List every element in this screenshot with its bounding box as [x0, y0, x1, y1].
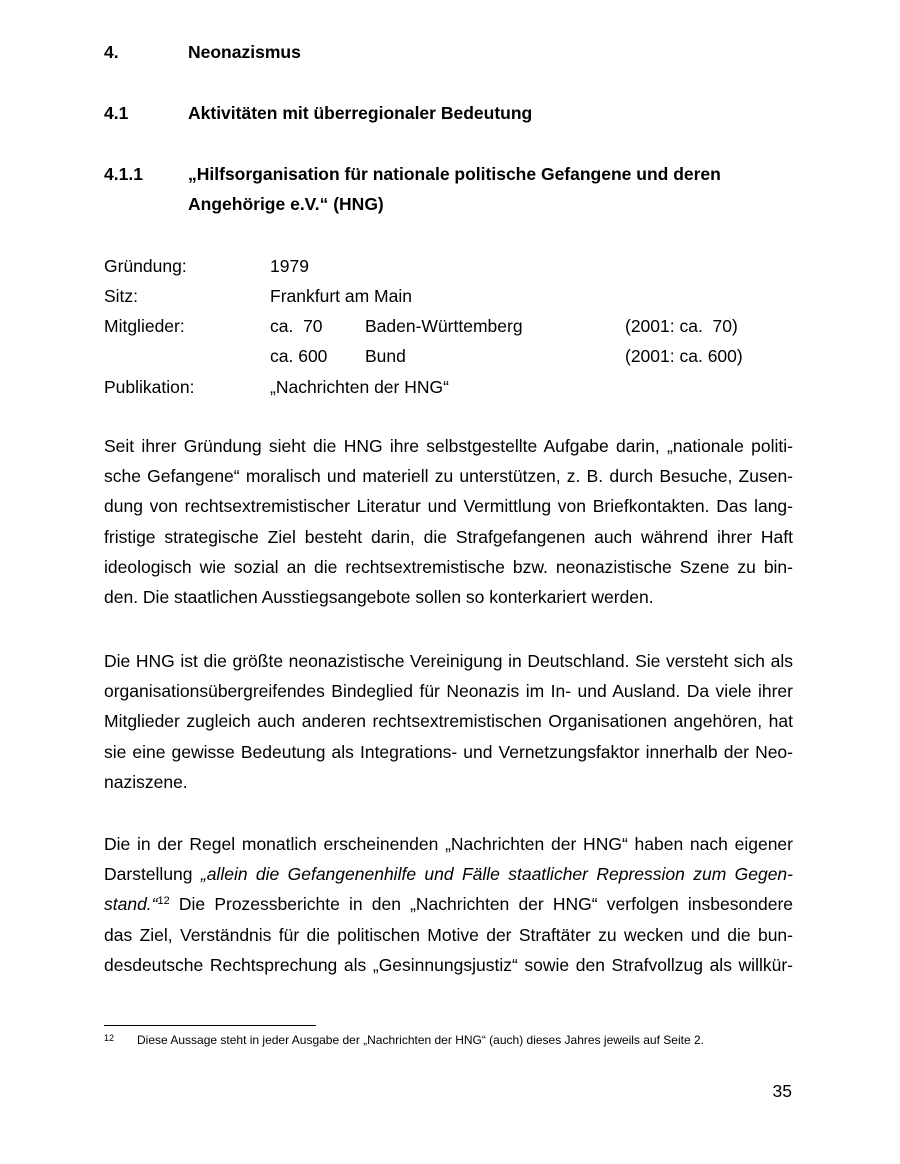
quote-italic: „allein die Gefangenenhilfe und Fälle staatlicher Repression zum Gegen-	[200, 864, 793, 885]
paragraph-1-line: Seit ihrer Gründung sieht die HNG ihre selbstgestellte Aufgabe darin, „nationale politi-	[104, 436, 793, 456]
paragraph-3-line: Die in der Regel monatlich erscheinenden „Nachrichten der HNG“ haben nach eigener	[104, 834, 793, 854]
founding-label: Gründung:	[104, 256, 187, 276]
heading-4-1-title: Aktivitäten mit überregionaler Bedeutung	[188, 103, 533, 123]
paragraph-1-line: sche Gefangene“ moralisch und materiell zu unterstützen, z. B. durch Besuche, Zusen-	[104, 466, 793, 487]
heading-4-1-1-title-line2: Angehörige e.V.“ (HNG)	[188, 194, 384, 214]
paragraph-1-line: den. Die staatlichen Ausstiegsangebote sollen so konterkariert werden.	[104, 586, 654, 607]
members-federal-previous: (2001: ca. 600)	[625, 346, 743, 366]
paragraph-3-line	[104, 889, 793, 919]
paragraph-3	[104, 829, 793, 980]
heading-4-1-1-number: 4.1.1	[104, 164, 143, 184]
paragraph-1	[104, 431, 793, 612]
paragraph-2-line: sie eine gewisse Bedeutung als Integrations- und Vernetzungsfaktor innerhalb der Neo-	[104, 741, 793, 762]
members-federal-region: Bund	[365, 346, 406, 366]
heading-4-1-number: 4.1	[104, 103, 129, 123]
footnote-reference[interactable]: 12	[157, 895, 170, 908]
paragraph-2-line: Mitglieder zugleich auch anderen rechtsextremistischen Organisationen angehören, hat	[104, 711, 793, 732]
page-number: 35	[772, 1081, 792, 1101]
members-label: Mitglieder:	[104, 316, 185, 336]
paragraph-2-line: Die HNG ist die größte neonazistische Vereinigung in Deutschland. Sie versteht sich als	[104, 651, 793, 671]
members-bw-region: Baden-Württemberg	[365, 316, 523, 336]
paragraph-3-text: Die Prozessberichte in den „Nachrichten der HNG“ verfolgen insbesondere	[169, 894, 793, 915]
members-bw-previous: (2001: ca. 70)	[625, 316, 738, 336]
paragraph-2-line: organisationsübergreifendes Bindeglied für Neonazis im In- und Ausland. Da viele ihrer	[104, 681, 793, 702]
members-federal-count: ca. 600	[270, 346, 328, 366]
footnote-divider	[104, 1025, 316, 1026]
members-bw-count: ca. 70	[270, 316, 323, 336]
seat-value: Frankfurt am Main	[270, 286, 412, 306]
paragraph-1-line: dung von rechtsextremistischer Literatur und Vermittlung von Briefkontakten. Das lang-	[104, 496, 793, 517]
paragraph-2	[104, 646, 793, 797]
heading-4-1-1-title-line1: „Hilfsorganisation für nationale politische Gefangene und deren	[188, 164, 721, 184]
paragraph-3-line: desdeutsche Rechtsprechung als „Gesinnungsjustiz“ sowie den Strafvollzug als willkür-	[104, 954, 793, 975]
paragraph-3-line: das Ziel, Verständnis für die politischen Motive der Straftäter zu wecken und die bun-	[104, 924, 793, 945]
publication-value: „Nachrichten der HNG“	[270, 377, 449, 397]
paragraph-3-text: Darstellung	[104, 864, 201, 885]
quote-italic-end: stand.“	[104, 894, 158, 915]
paragraph-2-line: naziszene.	[104, 771, 188, 792]
publication-label: Publikation:	[104, 377, 195, 397]
seat-label: Sitz:	[104, 286, 139, 306]
paragraph-1-line: ideologisch wie sozial an die rechtsextremistische bzw. neonazistische Szene zu bin-	[104, 556, 793, 577]
heading-4-title: Neonazismus	[188, 42, 301, 62]
footnote-text: Diese Aussage steht in jeder Ausgabe der „Nachrichten der HNG“ (auch) dieses Jahres jeweils auf Seite 2.	[137, 1033, 704, 1047]
founding-value: 1979	[270, 256, 309, 276]
footnote-number: 12	[104, 1033, 115, 1043]
heading-4-number: 4.	[104, 42, 119, 62]
paragraph-1-line: fristige strategische Ziel besteht darin, die Strafgefangenen auch während ihrer Haft	[104, 526, 793, 547]
paragraph-3-line	[104, 859, 793, 889]
